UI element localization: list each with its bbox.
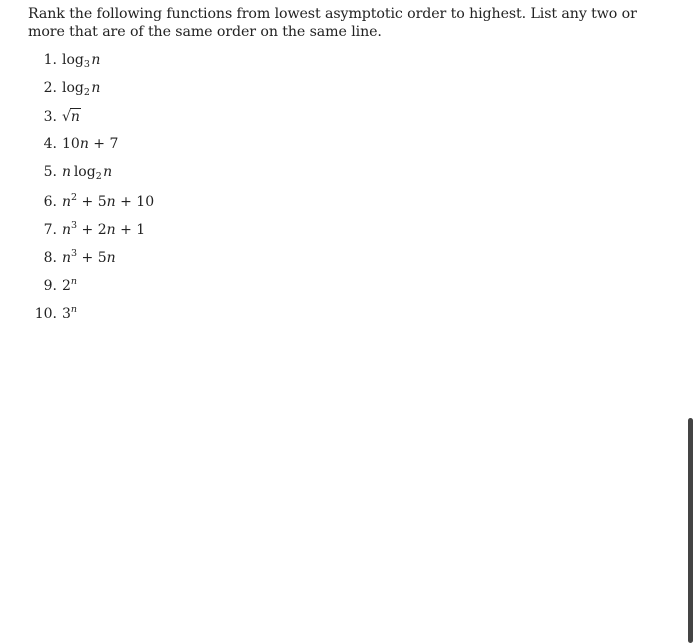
item-number: 1. <box>43 52 57 68</box>
item-number: 2. <box>43 80 57 96</box>
list-item <box>30 52 154 80</box>
item-number: 10. <box>34 306 57 322</box>
list-item <box>30 304 154 332</box>
function-expression: $n^3 + 2n + 1$ <box>62 220 146 238</box>
function-expression: n $\log_2$ n <box>62 164 113 182</box>
item-number: 7. <box>43 222 57 238</box>
list-item <box>30 108 154 136</box>
item-number: 9. <box>43 278 57 294</box>
function-expression: 3$^n$ <box>62 304 78 322</box>
item-number: 5. <box>43 164 57 180</box>
function-list <box>30 52 154 332</box>
function-expression: $\log_3$ n <box>62 52 101 70</box>
question-prompt: Rank the following functions from lowest asymptotic order to highest. List any two or more that are of the same order on the same line. <box>28 6 637 40</box>
list-item <box>30 276 154 304</box>
item-number: 8. <box>43 250 57 266</box>
function-expression: 10n + 7 <box>62 136 119 152</box>
list-item <box>30 164 154 192</box>
function-expression: $n^2 + 5n + 10$ <box>62 192 155 210</box>
vertical-scrollbar[interactable] <box>688 418 693 643</box>
function-expression: $n^3 + 5n$ <box>62 248 116 266</box>
list-item <box>30 80 154 108</box>
function-expression: $\log_2$ n <box>62 80 101 98</box>
function-expression: 2$^n$ <box>62 276 78 294</box>
item-number: 4. <box>43 136 57 152</box>
list-item <box>30 220 154 248</box>
function-expression: √n <box>62 109 80 125</box>
list-item <box>30 136 154 164</box>
item-number: 3. <box>43 109 57 125</box>
item-number: 6. <box>43 194 57 210</box>
list-item <box>30 248 154 276</box>
list-item <box>30 192 154 220</box>
